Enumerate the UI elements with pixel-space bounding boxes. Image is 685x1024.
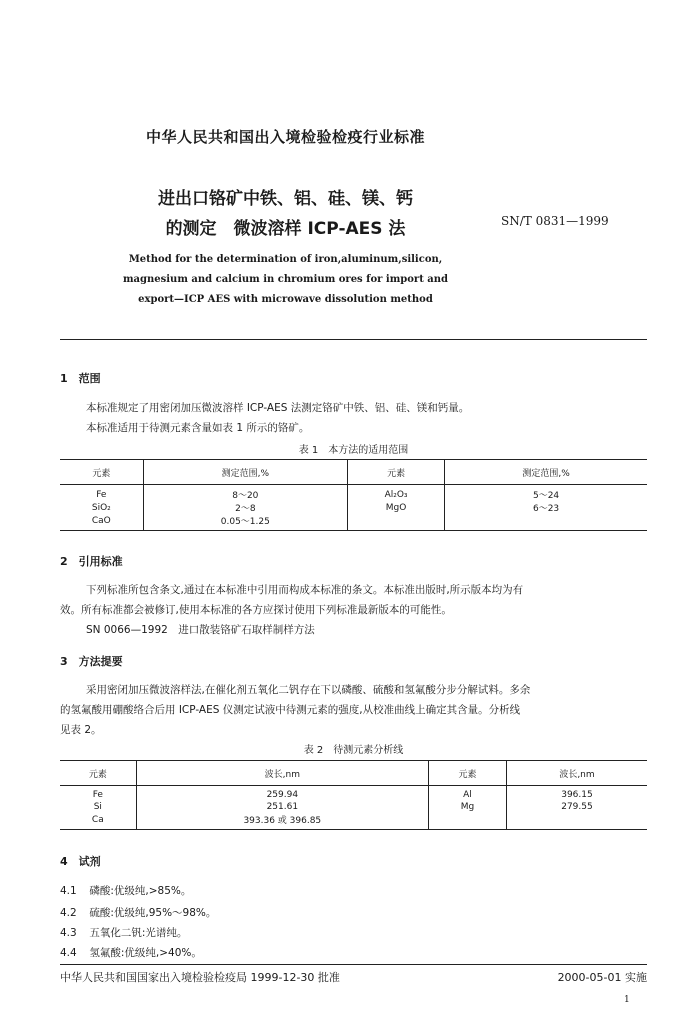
table-cell: Mg xyxy=(428,801,506,813)
footer-effective-date: 2000-05-01 实施 xyxy=(557,971,647,984)
reagent-item xyxy=(60,945,202,960)
column-header: 元素 xyxy=(60,761,136,786)
table-cell: SiO₂ xyxy=(91,502,111,513)
table-cell: Al xyxy=(428,786,506,802)
english-title-line: export—ICP AES with microwave dissolution method xyxy=(138,294,433,305)
table-cell: Al₂O₃ xyxy=(348,485,445,502)
column-header: 测定范围,% xyxy=(445,460,647,485)
column-header: 波长,nm xyxy=(136,761,428,786)
table-row xyxy=(60,485,647,502)
paragraph: 本标准适用于待测元素含量如表 1 所示的铬矿。 xyxy=(86,422,310,434)
table-1 xyxy=(60,459,647,531)
column-header: 元素 xyxy=(428,761,506,786)
reagent-text: 磷酸:优级纯,>85%。 xyxy=(89,885,192,897)
table-cell: 393.36 或 396.85 xyxy=(136,813,428,830)
table-cell xyxy=(428,813,506,830)
column-header: 元素 xyxy=(60,460,143,485)
column-header: 波长,nm xyxy=(506,761,647,786)
paragraph: 见表 2。 xyxy=(60,724,102,736)
reagent-text: 五氧化二钒:光谱纯。 xyxy=(89,927,188,939)
table-cell xyxy=(348,514,445,531)
standard-number: SN/T 0831—1999 xyxy=(501,214,609,228)
reagent-number: 4.3 xyxy=(60,927,77,939)
reagent-text: 氢氟酸:优级纯,>40%。 xyxy=(89,947,202,959)
section-1-heading: 1 范围 xyxy=(60,372,101,385)
table-cell: 396.15 xyxy=(506,786,647,802)
table-2 xyxy=(60,760,647,830)
table-cell: Si xyxy=(93,802,102,812)
section-1-body xyxy=(86,398,647,438)
header-divider xyxy=(60,339,647,340)
table-cell: MgO xyxy=(348,501,445,514)
table-row xyxy=(60,813,647,830)
table-cell: 0.05～1.25 xyxy=(143,514,347,531)
table-row xyxy=(60,501,647,514)
english-title-line: magnesium and calcium in chromium ores for import and xyxy=(122,274,449,285)
section-2-heading: 2 引用标准 xyxy=(60,555,123,568)
reagent-number: 4.2 xyxy=(60,907,77,919)
section-4-heading: 4 试剂 xyxy=(60,855,101,868)
section-3-heading: 3 方法提要 xyxy=(60,655,123,668)
table-cell: 6～23 xyxy=(445,501,647,514)
table-cell: Ca xyxy=(91,814,104,825)
paragraph: 采用密闭加压微波溶样法,在催化剂五氧化二钒存在下以磷酸、硫酸和氢氟酸分步分解试料。多余 xyxy=(86,684,531,696)
table-cell: Fe xyxy=(92,790,103,800)
reagent-item xyxy=(60,883,191,898)
paragraph: 效。所有标准都会被修订,使用本标准的各方应探讨使用下列标准最新版本的可能性。 xyxy=(60,604,452,616)
paragraph: 下列标准所包含条文,通过在本标准中引用而构成本标准的条文。本标准出版时,所示版本均为有 xyxy=(86,584,524,596)
standard-category: 中华人民共和国出入境检验检疫行业标准 xyxy=(145,128,425,146)
document-title-line1: 进出口铬矿中铁、铝、硅、镁、钙 xyxy=(158,189,413,209)
table-cell: 8～20 xyxy=(143,485,347,502)
paragraph: SN 0066—1992 进口散装铬矿石取样制样方法 xyxy=(86,624,315,636)
table-cell xyxy=(445,514,647,531)
paragraph: 的氢氟酸用硼酸络合后用 ICP-AES 仪测定试液中待测元素的强度,从校准曲线上确定其含量。分析线 xyxy=(60,704,521,716)
table-cell: CaO xyxy=(91,515,111,526)
reagent-number: 4.4 xyxy=(60,947,77,959)
english-title-line: Method for the determination of iron,aluminum,silicon, xyxy=(128,254,443,265)
table-cell: 5～24 xyxy=(445,485,647,502)
reagent-text: 硫酸:优级纯,95%～98%。 xyxy=(89,907,217,919)
table-header-row xyxy=(60,460,647,485)
column-header: 元素 xyxy=(348,460,445,485)
table-row xyxy=(60,801,647,813)
table-row xyxy=(60,514,647,531)
table-header-row xyxy=(60,761,647,786)
table-cell: 279.55 xyxy=(506,801,647,813)
paragraph: 本标准规定了用密闭加压微波溶样 ICP-AES 法测定铬矿中铁、铝、硅、镁和钙量。 xyxy=(86,402,470,414)
column-header: 测定范围,% xyxy=(143,460,347,485)
english-title xyxy=(0,250,571,310)
table-row xyxy=(60,786,647,802)
table-cell xyxy=(506,813,647,830)
section-3-body xyxy=(60,680,650,740)
table-cell: 259.94 xyxy=(136,786,428,802)
table-cell: Fe xyxy=(96,489,107,500)
table-2-caption: 表 2 待测元素分析线 xyxy=(303,745,404,756)
page-number: 1 xyxy=(624,995,630,1005)
table-cell: 2～8 xyxy=(143,501,347,514)
section-2-body xyxy=(60,580,650,640)
document-title-line2: 的测定 微波溶样 ICP-AES 法 xyxy=(165,219,406,239)
reagent-number: 4.1 xyxy=(60,885,77,897)
table-cell: 251.61 xyxy=(136,801,428,813)
reagent-item xyxy=(60,925,187,940)
reagent-item xyxy=(60,905,216,920)
table-1-caption: 表 1 本方法的适用范围 xyxy=(298,445,409,456)
footer-divider xyxy=(60,964,647,965)
footer-issuer: 中华人民共和国国家出入境检验检疫局 1999-12-30 批准 xyxy=(60,971,340,984)
